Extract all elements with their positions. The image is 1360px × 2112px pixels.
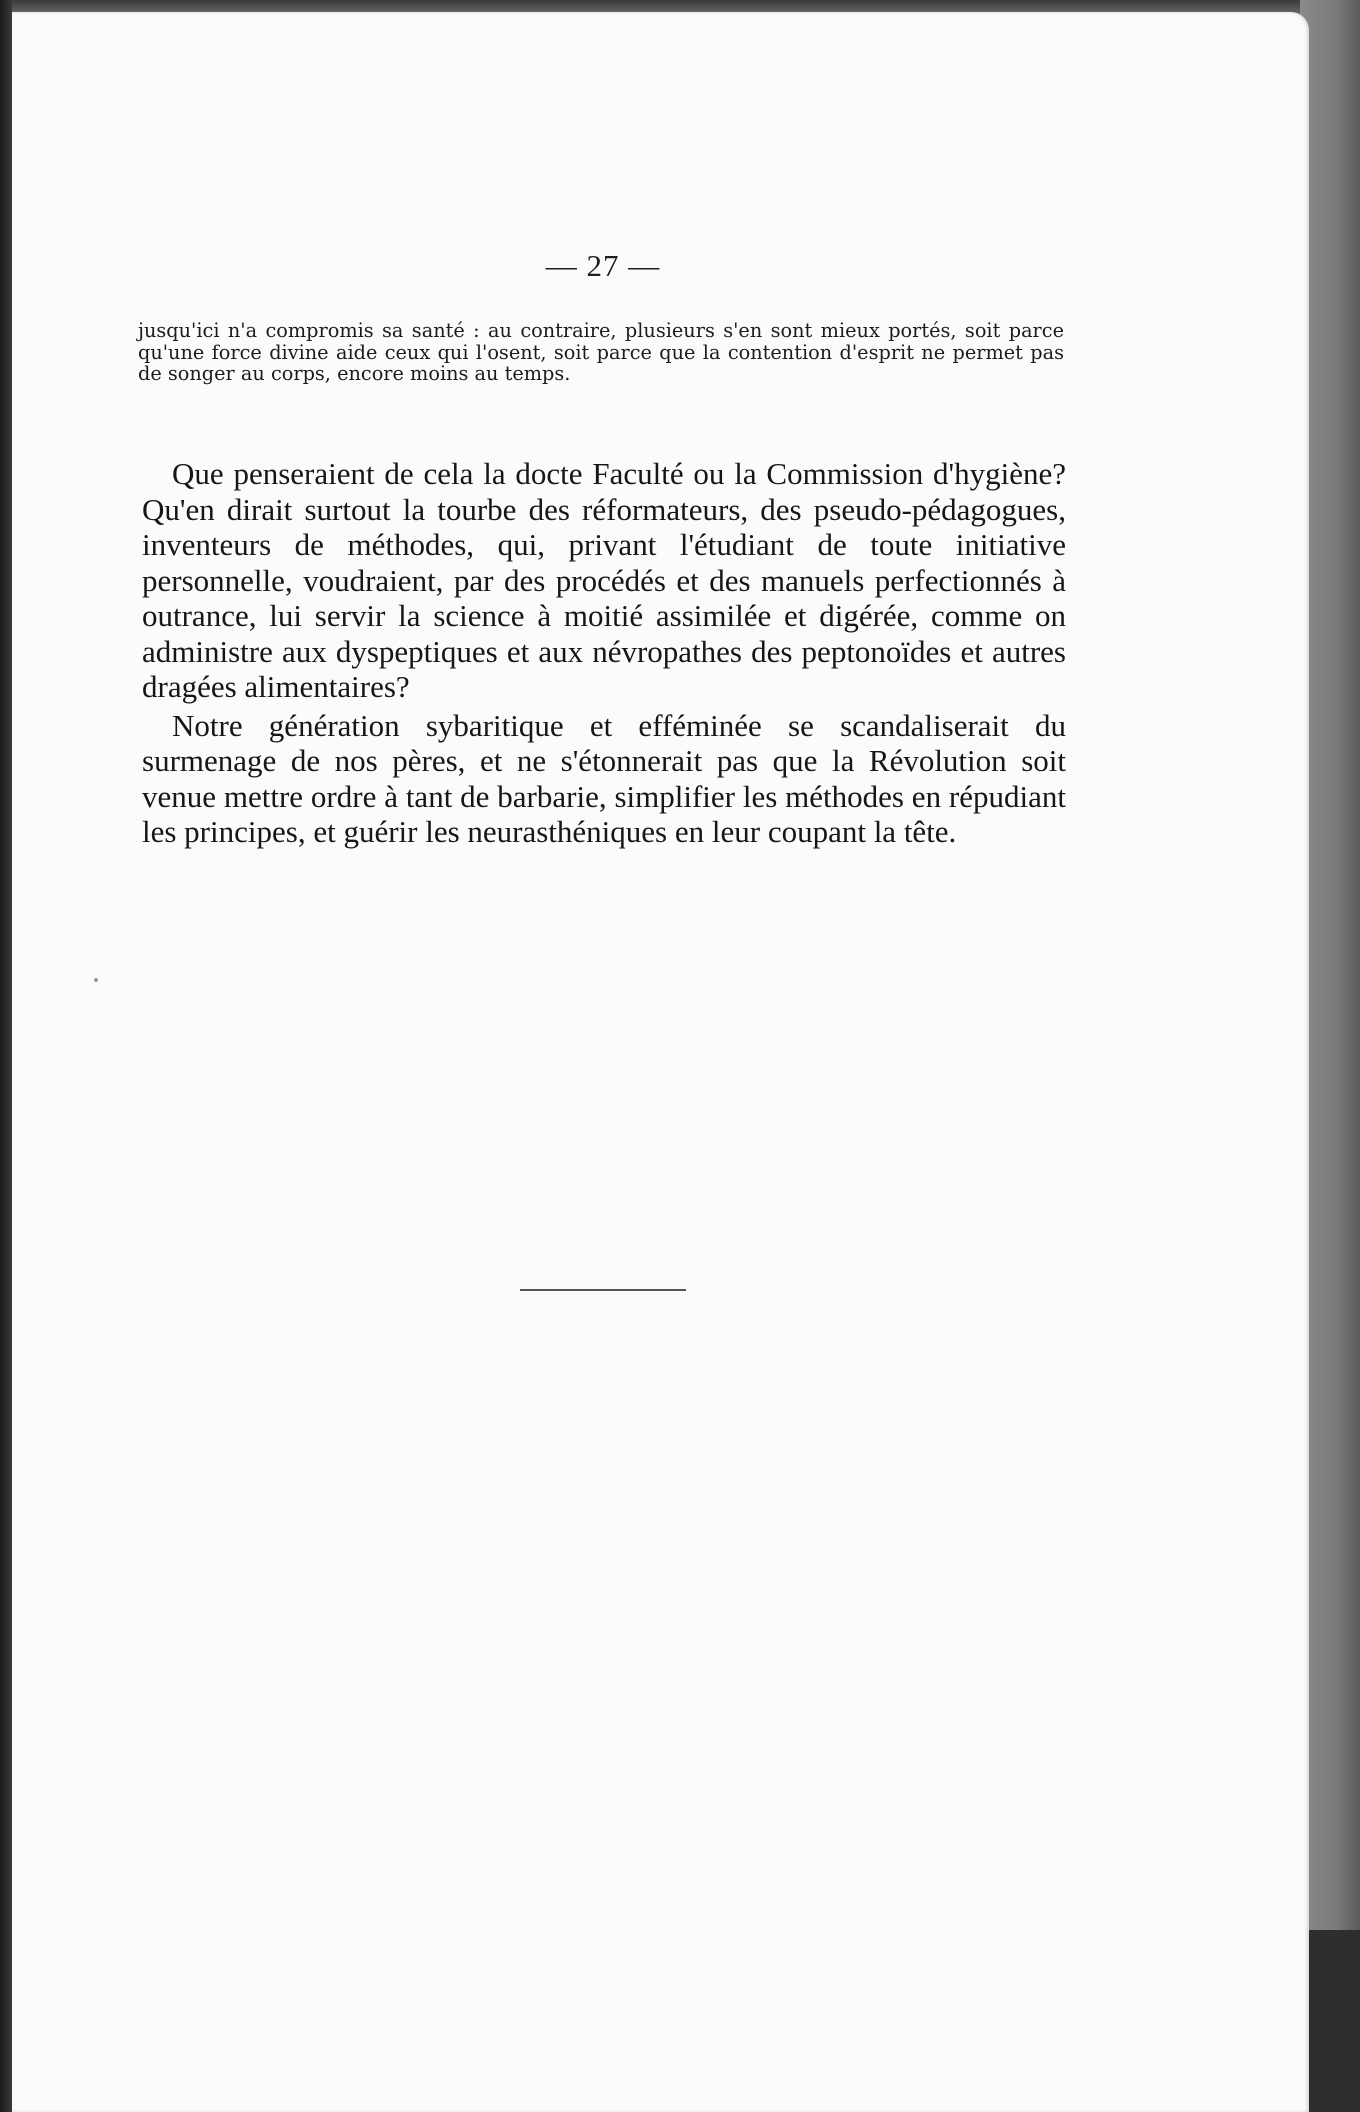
footnote-text: jusqu'ici n'a compromis sa santé : au contraire, plusieurs s'en sont mieux portés, soit parce qu'une force divine aide ceux qui l'osent, soit parce que la contention d'esprit ne permet pas de songer au corps, encore moins au temps. [138,319,1064,385]
body-text [142,456,1066,850]
page-number: — 27 — [545,248,661,283]
end-rule [520,1289,686,1291]
scan-backing [1300,0,1360,2112]
paragraph-1: Que penseraient de cela la docte Faculté ou la Commission d'hygiène? Qu'en dirait surtout la tourbe des réformateurs, des pseudo-pédagogues, inventeurs de méthodes, qui, privant l'étudiant de toute initiative personnelle, voudraient, par des procédés et des manuels perfectionnés à outrance, lui servir la science à moitié assimilée et digérée, comme on administre aux dyspeptiques et aux névropathes des peptonoïdes et autres dragées alimentaires? [142,456,1066,704]
scan-left-edge [0,0,12,2112]
paragraph-2: Notre génération sybaritique et efféminée se scandaliserait du surmenage de nos pères, et ne s'étonnerait pas que la Révolution soit venue mettre ordre à tant de barbarie, simplifier les méthodes en répudiant les principes, et guérir les neurasthéniques en leur coupant la tête. [142,707,1066,849]
page-sheet [12,12,1309,2112]
paper-speck [94,978,98,982]
